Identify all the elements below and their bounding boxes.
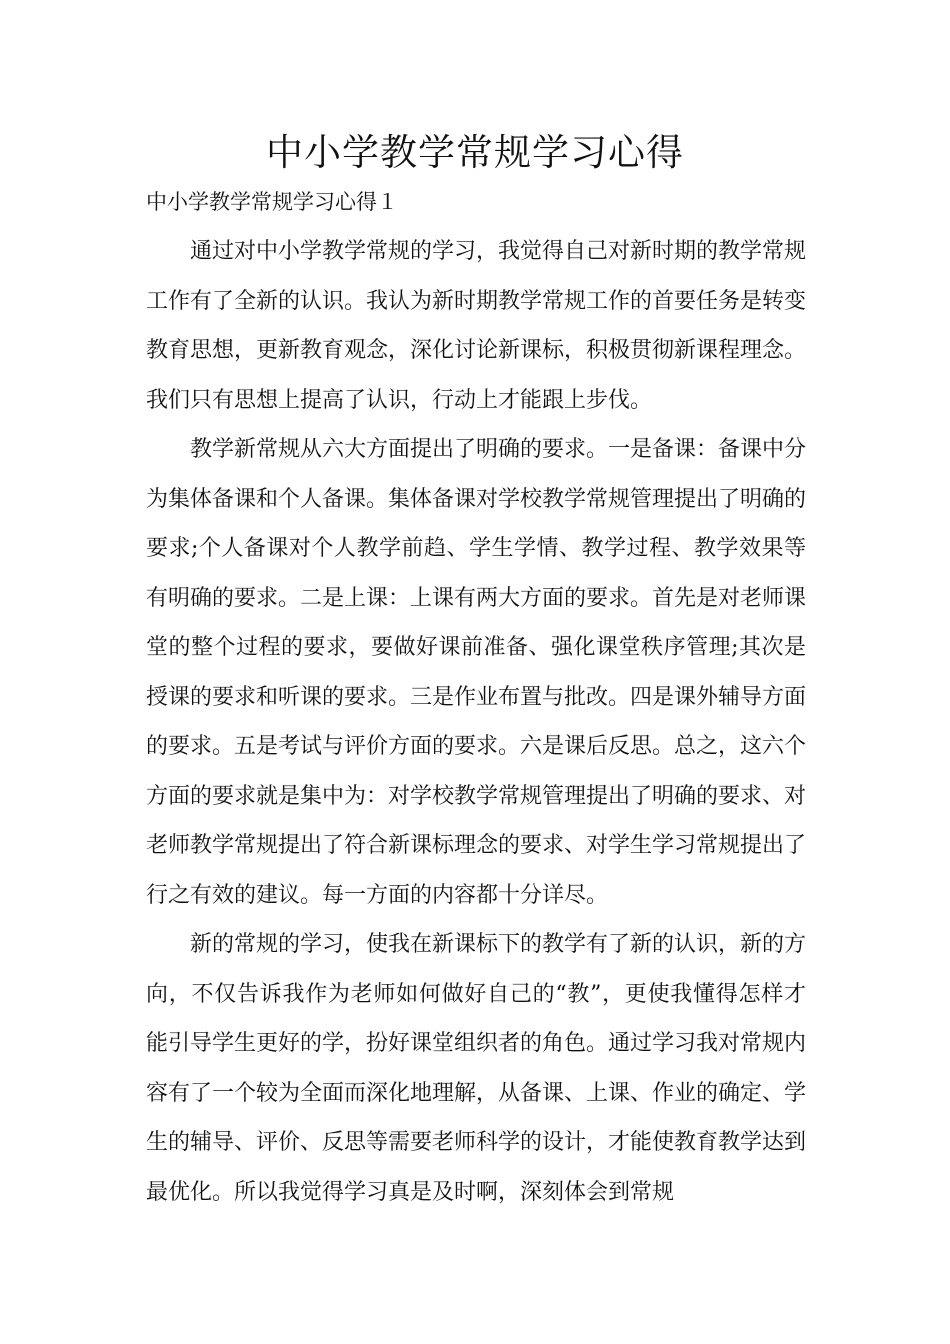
paragraph-2: 教学新常规从六大方面提出了明确的要求。一是备课：备课中分为集体备课和个人备课。集体备课对学校教学常规管理提出了明确的要求;个人备课对个人教学前趋、学生学情、教学过程、教学效果等有明确的要求。二是上课：上课有两大方面的要求。首先是对老师课堂的整个过程的要求，要做好课前准备、强化课堂秩序管理;其次是授课的要求和听课的要求。三是作业布置与批改。四是课外辅导方面的要求。五是考试与评价方面的要求。六是课后反思。总之，这六个方面的要求就是集中为：对学校教学常规管理提出了明确的要求、对老师教学常规提出了符合新课标理念的要求、对学生学习常规提出了行之有效的建议。每一方面的内容都十分详尽。 (146, 437, 807, 908)
document-body (146, 227, 806, 1217)
section-heading: 中小学教学常规学习心得１ (146, 190, 398, 214)
paragraph-3: 新的常规的学习，使我在新课标下的教学有了新的认识，新的方向，不仅告诉我作为老师如何做好自己的“教”，更使我懂得怎样才能引导学生更好的学，扮好课堂组织者的角色。通过学习我对常规内容有了一个较为全面而深化地理解，从备课、上课、作业的确定、学生的辅导、评价、反思等需要老师科学的设计，才能使教育教学达到最优化。所以我觉得学习真是及时啊，深刻体会到常规 (146, 932, 807, 1205)
document-title: 中小学教学常规学习心得 (266, 131, 684, 174)
paragraph-1: 通过对中小学教学常规的学习，我觉得自己对新时期的教学常规工作有了全新的认识。我认为新时期教学常规工作的首要任务是转变教育思想，更新教育观念，深化讨论新课标，积极贯彻新课程理念。我们只有思想上提高了认识，行动上才能跟上步伐。 (146, 239, 807, 413)
